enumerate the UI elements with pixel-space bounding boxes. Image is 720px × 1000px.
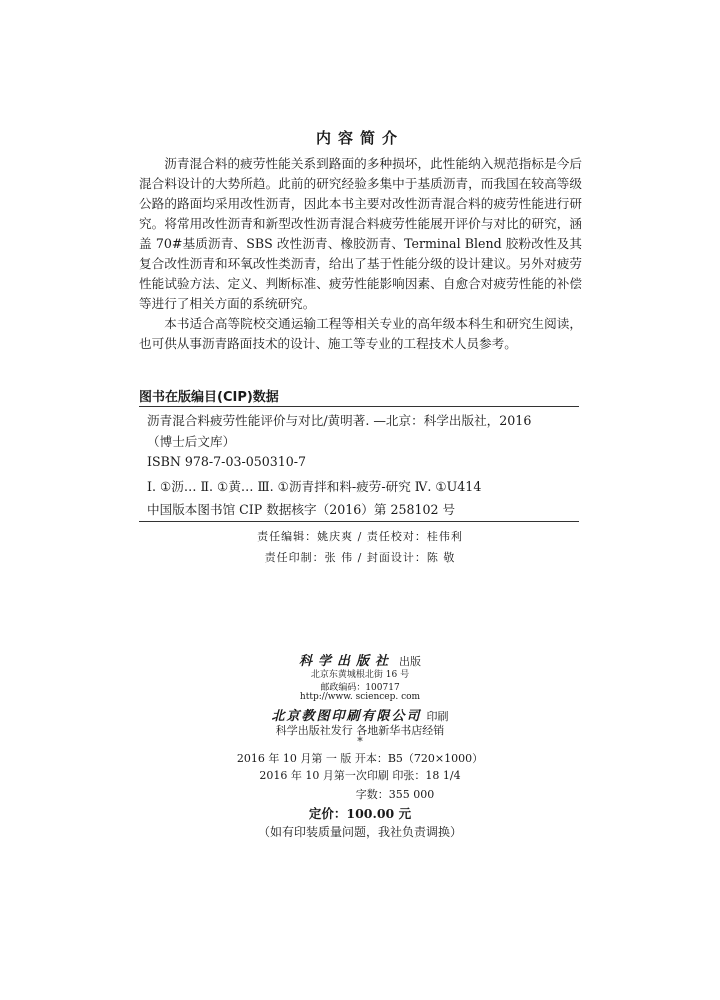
quality-note: （如有印装质量问题，我社负责调换） [257,825,462,839]
edition-line: 2016 年 10 月第 一 版 开本：B5（720×1000） [236,752,484,765]
credits-editors: 责任编辑：姚庆爽 / 责任校对：桂伟利 [257,530,463,543]
word-count: 字数：355 000 [355,788,435,801]
publisher-address: 北京东黄城根北街 16 号 [310,670,410,680]
printing-line: 2016 年 10 月第一次印刷 印张：18 1/4 [259,769,461,782]
summary-body [139,154,582,354]
separator-star: * [357,735,363,748]
cip-verification: 中国版本图书馆 CIP 数据核字（2016）第 258102 号 [147,502,456,517]
publisher-postcode: 邮政编码：100717 [320,683,400,693]
summary-paragraph: 本书适合高等院校交通运输工程等相关专业的高年级本科生和研究生阅读，也可供从事沥青路面技术的设计、施工等专业的工程技术人员参考。 [139,316,582,351]
distribution-line: 科学出版社发行 各地新华书店经销 [275,724,445,737]
publisher-website: http://www. sciencep. com [299,692,421,702]
price: 定价：100.00 元 [308,806,412,821]
publisher-suffix: 出版 [399,655,422,668]
publisher-name: 科学出版社 [298,654,394,669]
cip-classification: Ⅰ. ①沥… Ⅱ. ①黄… Ⅲ. ①沥青拌和料-疲劳-研究 Ⅳ. ①U414 [147,479,482,494]
credits-production: 责任印制：张 伟 / 封面设计：陈 敬 [264,551,456,564]
cip-series-line: （博士后文库） [147,434,236,449]
cip-isbn: ISBN 978-7-03-050310-7 [147,454,307,469]
summary-title: 内容简介 [315,129,404,147]
cip-top-rule [139,406,579,407]
printer-suffix: 印刷 [426,710,449,723]
summary-paragraph: 沥青混合料的疲劳性能关系到路面的多种损坏，此性能纳入规范指标是今后混合料设计的大势所趋。此前的研究经验多集中于基质沥青，而我国在较高等级公路的路面均采用改性沥青，因此本书主要对改性沥青混合料的疲劳性能进行研究。将常用改性沥青和新型改性沥青混合料疲劳性能展开评价与对比的研究，涵盖 70#基质沥青、SBS 改性沥青、橡胶沥青、Terminal Blend 胶粉改性及其复合改性沥青和环氧改性类沥青，给出了基于性能分级的设计建议。另外对疲劳性能试验方法、定义、判断标准、疲劳性能影响因素、自愈合对疲劳性能的补偿等进行了相关方面的系统研究。 [139,156,582,311]
cip-bottom-rule [139,521,579,522]
cip-heading: 图书在版编目(CIP)数据 [139,390,279,405]
printer-name: 北京教图印刷有限公司 [271,709,422,724]
cip-catalog-line: 沥青混合料疲劳性能评价与对比/黄明著. —北京：科学出版社，2016 [147,413,532,428]
